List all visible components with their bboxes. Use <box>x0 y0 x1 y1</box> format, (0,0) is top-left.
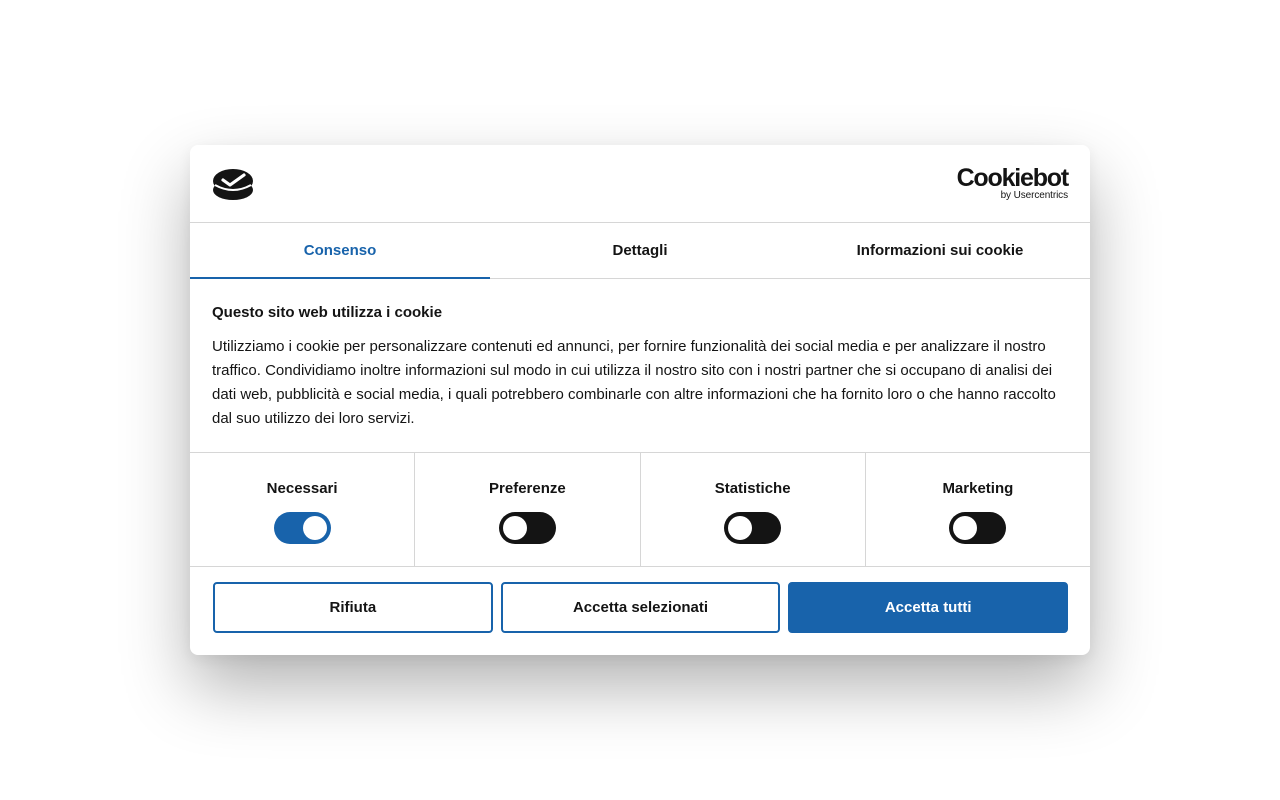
cookie-consent-dialog <box>190 145 1090 655</box>
tab-consenso[interactable]: Consenso <box>190 223 490 278</box>
consent-title: Questo sito web utilizza i cookie <box>212 304 443 321</box>
toggle-knob <box>728 516 752 540</box>
consent-actions <box>190 567 1090 633</box>
category-label: Statistiche <box>714 480 791 497</box>
cookie-consent-check-icon <box>212 167 254 201</box>
preferenze-toggle[interactable] <box>499 512 556 544</box>
consent-categories <box>190 452 1090 567</box>
brand-name: Cookiebot <box>956 164 1068 192</box>
consent-description: Utilizziamo i cookie per personalizzare contenuti ed annunci, per fornire funzionalità dei social media e per analizzare il nostro traffico. Condividiamo inoltre informazioni sul modo in cui utilizza il nostro sito con i nostri partner che si occupano di analisi dei dati web, pubblicità e social media, i quali potrebbero combinarle con altre informazioni che ha fornito loro o che hanno raccolto dal suo utilizzo dei loro servizi. <box>212 338 1056 427</box>
dialog-header <box>190 145 1090 223</box>
brand-subtitle: by Usercentrics <box>1000 190 1068 201</box>
category-label: Preferenze <box>489 480 566 497</box>
reject-button[interactable]: Rifiuta <box>213 582 493 633</box>
accept-selected-button[interactable]: Accetta selezionati <box>501 582 781 633</box>
category-label: Marketing <box>942 480 1014 497</box>
category-preferenze <box>415 453 640 566</box>
consent-body <box>190 279 1090 452</box>
marketing-toggle[interactable] <box>949 512 1006 544</box>
tab-dettagli[interactable]: Dettagli <box>612 242 668 259</box>
toggle-knob <box>503 516 527 540</box>
toggle-knob <box>303 516 327 540</box>
necessari-toggle[interactable] <box>274 512 331 544</box>
category-marketing <box>866 453 1090 566</box>
cookiebot-logo <box>957 166 1068 201</box>
category-label: Necessari <box>266 480 338 497</box>
category-necessari <box>190 453 415 566</box>
category-statistiche <box>641 453 866 566</box>
statistiche-toggle[interactable] <box>724 512 781 544</box>
tab-bar <box>190 223 1090 279</box>
accept-all-button[interactable]: Accetta tutti <box>788 582 1068 633</box>
toggle-knob <box>953 516 977 540</box>
tab-informazioni-sui-cookie[interactable]: Informazioni sui cookie <box>856 242 1024 259</box>
